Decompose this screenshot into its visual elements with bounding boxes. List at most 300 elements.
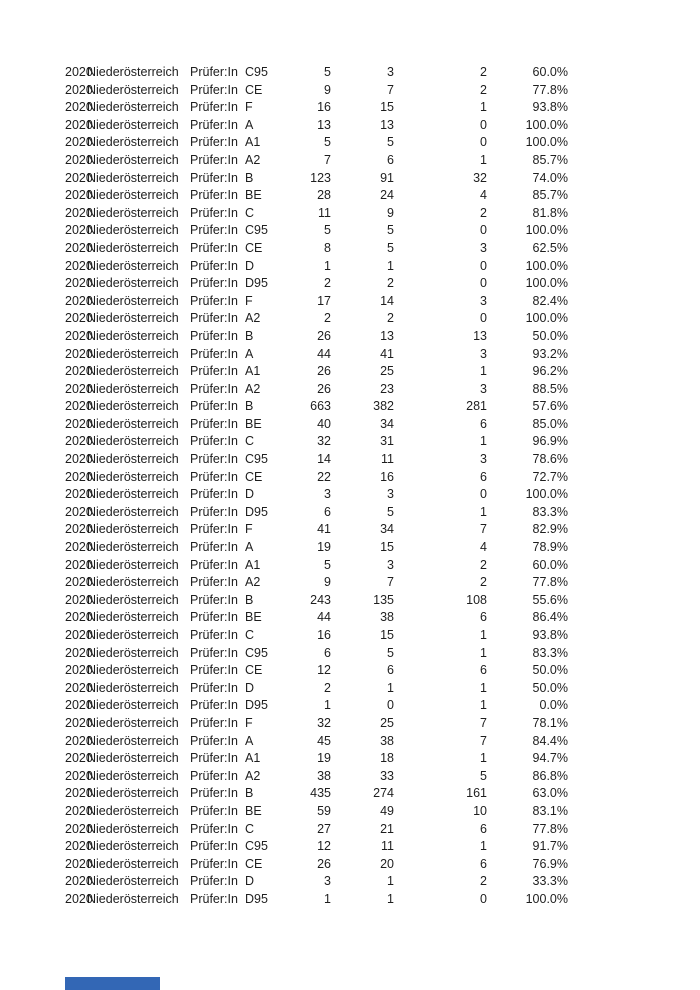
cell-region: Niederösterreich [87,452,179,467]
cell-region: Niederösterreich [87,821,179,836]
cell-year: 2020 [65,891,93,906]
cell-failed: 6 [480,663,487,678]
cell-exams_total: 26 [317,856,331,871]
cell-exams_total: 16 [317,628,331,642]
cell-license_class: C [245,205,255,220]
table-row [0,117,700,135]
cell-license_class: CE [245,663,263,678]
cell-year: 2020 [65,504,93,519]
cell-pass_rate: 83.3% [532,645,568,660]
cell-region: Niederösterreich [87,522,179,537]
cell-year: 2020 [65,856,93,871]
cell-exams_total: 12 [317,663,331,678]
cell-year: 2020 [65,628,93,642]
cell-exams_total: 123 [310,170,331,185]
table-row [0,609,700,627]
table-row [0,873,700,891]
cell-examiner_role: Prüfer:In [190,891,238,906]
cell-exams_total: 6 [324,504,331,519]
cell-region: Niederösterreich [87,575,179,590]
cell-failed: 0 [480,311,487,326]
cell-region: Niederösterreich [87,188,179,203]
cell-failed: 3 [480,293,487,308]
cell-region: Niederösterreich [87,65,179,79]
cell-pass_rate: 50.0% [532,663,568,678]
cell-exams_total: 9 [324,82,331,97]
cell-failed: 0 [480,117,487,132]
cell-passed: 15 [380,628,394,642]
cell-passed: 1 [387,891,394,906]
cell-license_class: B [245,399,254,414]
table-row [0,170,700,188]
cell-failed: 2 [480,874,487,889]
cell-passed: 34 [380,416,394,431]
table-row [0,416,700,434]
cell-passed: 38 [380,733,394,748]
cell-failed: 6 [480,610,487,625]
cell-passed: 9 [387,205,394,220]
cell-pass_rate: 77.8% [532,821,568,836]
exam-results-table [0,64,700,909]
cell-year: 2020 [65,715,93,730]
table-row [0,504,700,522]
cell-pass_rate: 81.8% [532,205,568,220]
cell-passed: 34 [380,522,394,537]
table-row [0,240,700,258]
cell-region: Niederösterreich [87,645,179,660]
cell-year: 2020 [65,65,93,79]
cell-failed: 10 [473,803,487,818]
cell-year: 2020 [65,645,93,660]
cell-passed: 5 [387,504,394,519]
cell-region: Niederösterreich [87,328,179,343]
cell-license_class: D [245,258,255,273]
cell-examiner_role: Prüfer:In [190,188,238,203]
cell-examiner_role: Prüfer:In [190,663,238,678]
cell-passed: 41 [380,346,394,361]
cell-examiner_role: Prüfer:In [190,557,238,572]
cell-passed: 2 [387,311,394,326]
cell-passed: 3 [387,65,394,79]
cell-passed: 24 [380,188,394,203]
cell-license_class: A2 [245,381,261,396]
cell-license_class: CE [245,82,263,97]
table-row [0,258,700,276]
cell-region: Niederösterreich [87,276,179,291]
cell-region: Niederösterreich [87,364,179,379]
cell-license_class: D95 [245,698,268,713]
cell-failed: 6 [480,416,487,431]
cell-passed: 18 [380,751,394,766]
cell-failed: 2 [480,205,487,220]
cell-region: Niederösterreich [87,856,179,871]
cell-region: Niederösterreich [87,434,179,449]
cell-exams_total: 435 [310,786,331,801]
cell-pass_rate: 93.2% [532,346,568,361]
cell-passed: 1 [387,874,394,889]
cell-exams_total: 28 [317,188,331,203]
cell-year: 2020 [65,610,93,625]
cell-license_class: B [245,328,254,343]
cell-year: 2020 [65,751,93,766]
cell-license_class: A [245,117,254,132]
cell-year: 2020 [65,680,93,695]
table-row [0,64,700,82]
cell-region: Niederösterreich [87,768,179,783]
cell-region: Niederösterreich [87,680,179,695]
cell-exams_total: 6 [324,645,331,660]
cell-examiner_role: Prüfer:In [190,311,238,326]
table-row [0,680,700,698]
cell-license_class: A [245,540,254,555]
cell-pass_rate: 78.6% [532,452,568,467]
cell-examiner_role: Prüfer:In [190,469,238,484]
cell-failed: 32 [473,170,487,185]
cell-failed: 1 [480,680,487,695]
cell-exams_total: 2 [324,311,331,326]
cell-pass_rate: 100.0% [525,135,568,150]
cell-examiner_role: Prüfer:In [190,223,238,238]
cell-exams_total: 3 [324,874,331,889]
cell-year: 2020 [65,399,93,414]
cell-year: 2020 [65,328,93,343]
cell-passed: 7 [387,575,394,590]
cell-pass_rate: 100.0% [525,487,568,502]
cell-region: Niederösterreich [87,223,179,238]
cell-exams_total: 22 [317,469,331,484]
table-row [0,539,700,557]
cell-region: Niederösterreich [87,135,179,150]
cell-license_class: D [245,874,255,889]
table-row [0,293,700,311]
cell-license_class: D [245,680,255,695]
cell-exams_total: 8 [324,240,331,255]
cell-passed: 0 [387,698,394,713]
cell-examiner_role: Prüfer:In [190,487,238,502]
cell-examiner_role: Prüfer:In [190,276,238,291]
cell-failed: 3 [480,240,487,255]
table-row [0,750,700,768]
table-row [0,275,700,293]
cell-examiner_role: Prüfer:In [190,715,238,730]
cell-license_class: C [245,821,255,836]
cell-region: Niederösterreich [87,240,179,255]
cell-pass_rate: 77.8% [532,575,568,590]
cell-year: 2020 [65,663,93,678]
table-row [0,891,700,909]
cell-exams_total: 663 [310,399,331,414]
cell-license_class: C95 [245,223,268,238]
cell-pass_rate: 86.4% [532,610,568,625]
cell-year: 2020 [65,188,93,203]
cell-examiner_role: Prüfer:In [190,452,238,467]
cell-passed: 38 [380,610,394,625]
cell-failed: 2 [480,82,487,97]
cell-region: Niederösterreich [87,610,179,625]
cell-year: 2020 [65,82,93,97]
cell-exams_total: 16 [317,100,331,115]
cell-exams_total: 1 [324,698,331,713]
cell-year: 2020 [65,803,93,818]
cell-passed: 135 [373,592,394,607]
cell-exams_total: 26 [317,328,331,343]
cell-pass_rate: 88.5% [532,381,568,396]
cell-region: Niederösterreich [87,592,179,607]
cell-year: 2020 [65,592,93,607]
cell-failed: 0 [480,135,487,150]
cell-license_class: BE [245,188,262,203]
cell-failed: 6 [480,469,487,484]
cell-examiner_role: Prüfer:In [190,205,238,220]
cell-region: Niederösterreich [87,891,179,906]
cell-year: 2020 [65,821,93,836]
cell-license_class: A2 [245,152,261,167]
cell-license_class: A [245,733,254,748]
cell-examiner_role: Prüfer:In [190,680,238,695]
cell-pass_rate: 91.7% [532,839,568,854]
cell-year: 2020 [65,381,93,396]
cell-failed: 108 [466,592,487,607]
cell-region: Niederösterreich [87,874,179,889]
cell-exams_total: 5 [324,135,331,150]
cell-exams_total: 44 [317,346,331,361]
cell-license_class: D [245,487,255,502]
cell-pass_rate: 74.0% [532,170,568,185]
cell-passed: 5 [387,223,394,238]
table-row [0,134,700,152]
cell-exams_total: 40 [317,416,331,431]
cell-passed: 6 [387,663,394,678]
cell-examiner_role: Prüfer:In [190,610,238,625]
cell-exams_total: 59 [317,803,331,818]
bottom-blue-bar [65,977,160,990]
cell-failed: 0 [480,276,487,291]
cell-examiner_role: Prüfer:In [190,839,238,854]
cell-region: Niederösterreich [87,557,179,572]
cell-license_class: BE [245,416,262,431]
table-row [0,785,700,803]
cell-license_class: BE [245,803,262,818]
table-row [0,697,700,715]
cell-failed: 0 [480,258,487,273]
table-row [0,838,700,856]
cell-license_class: CE [245,856,263,871]
cell-license_class: F [245,293,253,308]
cell-pass_rate: 33.3% [532,874,568,889]
cell-region: Niederösterreich [87,381,179,396]
cell-exams_total: 27 [317,821,331,836]
cell-passed: 49 [380,803,394,818]
cell-year: 2020 [65,152,93,167]
cell-year: 2020 [65,575,93,590]
cell-exams_total: 12 [317,839,331,854]
cell-passed: 31 [380,434,394,449]
cell-year: 2020 [65,416,93,431]
cell-license_class: C95 [245,452,268,467]
cell-passed: 13 [380,328,394,343]
cell-examiner_role: Prüfer:In [190,540,238,555]
cell-failed: 5 [480,768,487,783]
cell-year: 2020 [65,170,93,185]
cell-year: 2020 [65,469,93,484]
table-row [0,803,700,821]
table-row [0,99,700,117]
cell-passed: 25 [380,715,394,730]
cell-examiner_role: Prüfer:In [190,240,238,255]
cell-passed: 13 [380,117,394,132]
cell-license_class: A2 [245,311,261,326]
table-row [0,469,700,487]
cell-region: Niederösterreich [87,346,179,361]
cell-examiner_role: Prüfer:In [190,100,238,115]
cell-region: Niederösterreich [87,311,179,326]
cell-license_class: A1 [245,557,261,572]
cell-failed: 1 [480,100,487,115]
cell-failed: 2 [480,65,487,79]
cell-year: 2020 [65,522,93,537]
cell-exams_total: 5 [324,557,331,572]
cell-examiner_role: Prüfer:In [190,768,238,783]
cell-failed: 7 [480,715,487,730]
cell-exams_total: 32 [317,434,331,449]
cell-passed: 382 [373,399,394,414]
cell-examiner_role: Prüfer:In [190,152,238,167]
cell-region: Niederösterreich [87,469,179,484]
cell-pass_rate: 0.0% [539,698,568,713]
cell-region: Niederösterreich [87,628,179,642]
table-row [0,205,700,223]
cell-pass_rate: 55.6% [532,592,568,607]
cell-failed: 2 [480,575,487,590]
cell-passed: 21 [380,821,394,836]
cell-region: Niederösterreich [87,803,179,818]
cell-region: Niederösterreich [87,399,179,414]
cell-pass_rate: 100.0% [525,223,568,238]
table-row [0,310,700,328]
cell-examiner_role: Prüfer:In [190,381,238,396]
cell-year: 2020 [65,733,93,748]
table-row [0,398,700,416]
cell-year: 2020 [65,540,93,555]
table-row [0,592,700,610]
cell-examiner_role: Prüfer:In [190,364,238,379]
cell-passed: 91 [380,170,394,185]
cell-year: 2020 [65,874,93,889]
cell-exams_total: 2 [324,276,331,291]
table-row [0,328,700,346]
cell-failed: 3 [480,452,487,467]
cell-pass_rate: 63.0% [532,786,568,801]
cell-exams_total: 26 [317,364,331,379]
cell-license_class: D95 [245,891,268,906]
cell-failed: 6 [480,821,487,836]
cell-license_class: A1 [245,135,261,150]
cell-exams_total: 13 [317,117,331,132]
table-row [0,768,700,786]
cell-examiner_role: Prüfer:In [190,328,238,343]
cell-examiner_role: Prüfer:In [190,821,238,836]
table-row [0,856,700,874]
cell-examiner_role: Prüfer:In [190,135,238,150]
cell-failed: 1 [480,628,487,642]
table-row [0,521,700,539]
cell-license_class: F [245,100,253,115]
cell-region: Niederösterreich [87,152,179,167]
cell-year: 2020 [65,487,93,502]
cell-year: 2020 [65,276,93,291]
cell-year: 2020 [65,223,93,238]
cell-failed: 3 [480,346,487,361]
cell-year: 2020 [65,698,93,713]
cell-passed: 14 [380,293,394,308]
cell-pass_rate: 96.2% [532,364,568,379]
cell-pass_rate: 85.7% [532,152,568,167]
cell-failed: 1 [480,504,487,519]
cell-failed: 1 [480,645,487,660]
cell-exams_total: 41 [317,522,331,537]
cell-failed: 1 [480,152,487,167]
cell-pass_rate: 72.7% [532,469,568,484]
cell-failed: 161 [466,786,487,801]
cell-exams_total: 7 [324,152,331,167]
cell-pass_rate: 78.9% [532,540,568,555]
cell-region: Niederösterreich [87,715,179,730]
cell-passed: 1 [387,258,394,273]
cell-license_class: C95 [245,645,268,660]
cell-exams_total: 3 [324,487,331,502]
cell-failed: 1 [480,364,487,379]
cell-license_class: A1 [245,751,261,766]
cell-failed: 1 [480,434,487,449]
cell-exams_total: 243 [310,592,331,607]
cell-license_class: C [245,628,255,642]
cell-failed: 0 [480,891,487,906]
cell-year: 2020 [65,452,93,467]
cell-year: 2020 [65,786,93,801]
cell-year: 2020 [65,557,93,572]
cell-examiner_role: Prüfer:In [190,82,238,97]
cell-passed: 5 [387,240,394,255]
cell-pass_rate: 93.8% [532,100,568,115]
cell-region: Niederösterreich [87,839,179,854]
cell-region: Niederösterreich [87,487,179,502]
cell-license_class: BE [245,610,262,625]
cell-exams_total: 5 [324,223,331,238]
cell-region: Niederösterreich [87,170,179,185]
cell-year: 2020 [65,205,93,220]
cell-year: 2020 [65,434,93,449]
cell-exams_total: 19 [317,751,331,766]
cell-failed: 3 [480,381,487,396]
cell-license_class: CE [245,469,263,484]
cell-examiner_role: Prüfer:In [190,258,238,273]
cell-exams_total: 44 [317,610,331,625]
cell-exams_total: 19 [317,540,331,555]
cell-failed: 0 [480,223,487,238]
cell-examiner_role: Prüfer:In [190,293,238,308]
cell-year: 2020 [65,293,93,308]
cell-region: Niederösterreich [87,258,179,273]
cell-pass_rate: 77.8% [532,82,568,97]
cell-year: 2020 [65,346,93,361]
table-row [0,346,700,364]
cell-examiner_role: Prüfer:In [190,399,238,414]
cell-passed: 15 [380,100,394,115]
table-row [0,82,700,100]
cell-pass_rate: 96.9% [532,434,568,449]
cell-exams_total: 5 [324,65,331,79]
table-row [0,363,700,381]
